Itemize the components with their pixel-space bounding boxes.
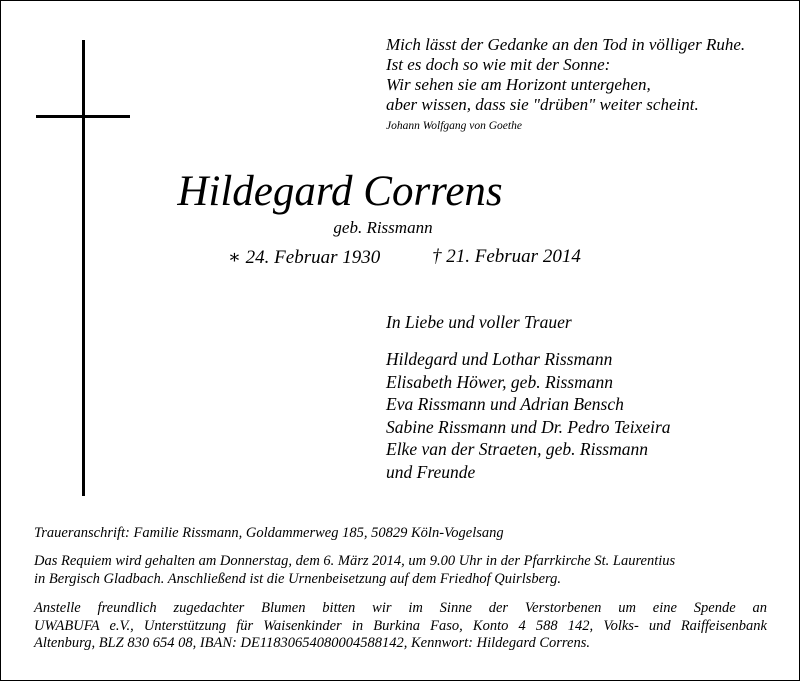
maiden-name: geb. Rissmann: [333, 218, 433, 237]
donation-notice: [34, 600, 767, 653]
mourners-list: [386, 348, 671, 483]
mourner-name: und Freunde: [386, 461, 476, 482]
donation-line: Altenburg, BLZ 830 654 08, IBAN: DE11830654080004588142, Kennwort: Hildegard Correns.: [34, 635, 590, 651]
birth-date: ∗ 24. Februar 1930: [228, 247, 381, 268]
donation-line: UWABUFA e.V., Unterstützung für Waisenkinder in Burkina Faso, Konto 4 588 142, Volks- und Raiffeisenbank: [34, 617, 767, 634]
goethe-quote: [386, 35, 745, 115]
deceased-name: Hildegard Correns: [177, 168, 503, 215]
mourner-name: Elisabeth Höwer, geb. Rissmann: [386, 371, 614, 392]
requiem-line: in Bergisch Gladbach. Anschließend ist die Urnenbeisetzung auf dem Friedhof Quirlsberg.: [34, 570, 562, 587]
mourner-name: Hildegard und Lothar Rissmann: [386, 349, 613, 369]
condolence-address: Traueranschrift: Familie Rissmann, Goldammerweg 185, 50829 Köln-Vogelsang: [34, 525, 504, 541]
mourner-name: Elke van der Straeten, geb. Rissmann: [386, 439, 648, 459]
quote-line: Mich lässt der Gedanke an den Tod in völliger Ruhe.: [386, 35, 746, 54]
mourner-name: Sabine Rissmann und Dr. Pedro Teixeira: [386, 416, 671, 437]
quote-line: Ist es doch so wie mit der Sonne:: [386, 55, 611, 74]
death-date: † 21. Februar 2014: [432, 246, 581, 267]
requiem-line: Das Requiem wird gehalten am Donnerstag, dem 6. März 2014, um 9.00 Uhr in der Pfarrkirche St. Laurentius: [34, 553, 676, 569]
requiem-notice: [34, 553, 675, 588]
donation-line: Anstelle freundlich zugedachter Blumen bitten wir im Sinne der Verstorbenen um eine Spende an: [34, 600, 767, 616]
mourner-name: Eva Rissmann und Adrian Bensch: [386, 394, 624, 414]
quote-line: Wir sehen sie am Horizont untergehen,: [386, 75, 651, 94]
cross-vertical-bar: [82, 40, 85, 496]
quote-line: aber wissen, dass sie "drüben" weiter scheint.: [386, 95, 699, 114]
cross-horizontal-bar: [36, 115, 130, 118]
mourning-intro: In Liebe und voller Trauer: [386, 312, 572, 332]
quote-author: Johann Wolfgang von Goethe: [386, 120, 522, 132]
